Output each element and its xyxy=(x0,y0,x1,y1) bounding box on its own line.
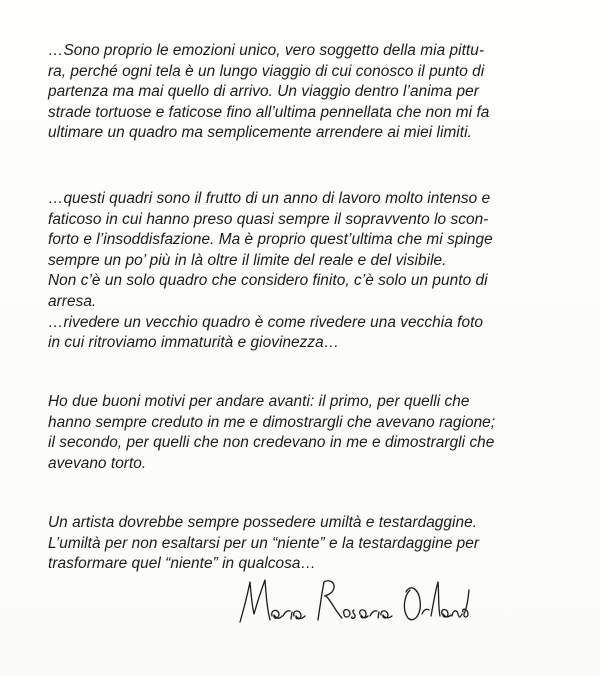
text-line: faticoso in cui hanno preso quasi sempre il sopravvento lo scon- xyxy=(48,210,489,228)
text-line: trasformare quel “niente” in qualcosa… xyxy=(48,555,316,573)
text-line: forto e l’insoddisfazione. Ma è proprio quest’ultima che mi spinge xyxy=(48,231,493,249)
paragraph-paintings xyxy=(48,189,568,354)
handwritten-signature xyxy=(232,570,472,640)
paragraph-motives xyxy=(48,392,568,474)
paragraph-artist xyxy=(48,513,568,575)
text-line: avevano torto. xyxy=(48,454,147,472)
text-line: partenza ma mai quello di arrivo. Un viaggio dentro l’anima per xyxy=(48,83,479,101)
text-line: in cui ritroviamo immaturità e giovinezza… xyxy=(48,334,340,352)
text-line: ra, perché ogni tela è un lungo viaggio di cui conosco il punto di xyxy=(48,62,485,80)
text-line: Non c’è un solo quadro che considero finito, c’è solo un punto di xyxy=(48,272,488,290)
text-line: strade tortuose e faticose fino all’ultima pennellata che non mi fa xyxy=(48,103,490,121)
text-line: …questi quadri sono il frutto di un anno di lavoro molto intenso e xyxy=(48,190,491,207)
text-line: ultimare un quadro ma semplicemente arrendere ai miei limiti. xyxy=(48,124,472,142)
text-line: L’umiltà per non esaltarsi per un “niente” e la testardaggine per xyxy=(48,534,480,552)
text-line: sempre un po’ più in là oltre il limite del reale e del visibile. xyxy=(48,251,447,269)
text-line: Un artista dovrebbe sempre possedere umiltà e testardaggine. xyxy=(48,514,478,531)
text-line: …Sono proprio le emozioni unico, vero soggetto della mia pittu- xyxy=(48,42,485,59)
text-line: il secondo, per quelli che non credevano in me e dimostrargli che xyxy=(48,434,495,452)
text-line: arresa. xyxy=(48,292,97,310)
paragraph-emotions xyxy=(48,41,568,144)
text-line: hanno sempre creduto in me e dimostrargli che avevano ragione; xyxy=(48,413,496,431)
text-line: Ho due buoni motivi per andare avanti: il primo, per quelli che xyxy=(48,393,470,410)
text-line: …rivedere un vecchio quadro è come rivedere una vecchia foto xyxy=(48,313,484,331)
